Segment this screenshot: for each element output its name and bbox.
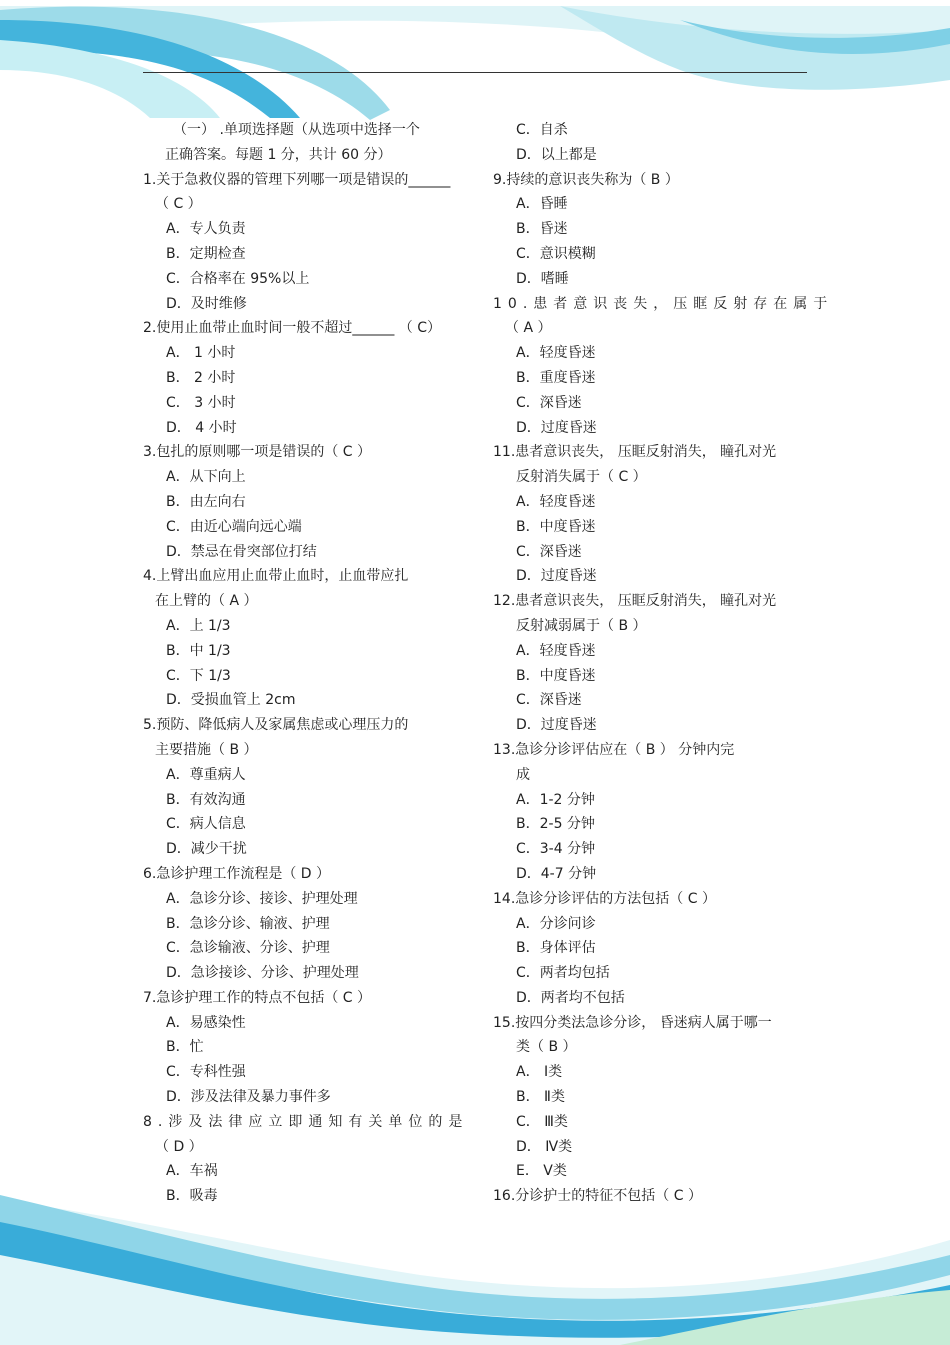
text-line: A． Ⅰ类	[516, 1064, 563, 1081]
text-line: B． Ⅱ类	[516, 1089, 565, 1106]
text-line: B．身体评估	[516, 940, 596, 957]
text-line: 正确答案。每题 1 分，共计 60 分）	[165, 146, 392, 163]
text-line: B．2-5 分钟	[516, 816, 595, 833]
text-line: C．急诊输液、分诊、护理	[166, 940, 330, 957]
text-line: 4.上臂出血应用止血带止血时，止血带应扎	[143, 568, 409, 585]
text-line: A．分诊问诊	[516, 915, 596, 932]
text-line: A．专人负责	[166, 221, 246, 238]
text-line: 12.患者意识丧失， 压眶反射消失， 瞳孔对光	[493, 593, 777, 610]
text-line: （ D ）	[155, 1138, 203, 1155]
text-line: A． 1 小时	[166, 345, 236, 362]
text-line: C．自杀	[516, 122, 568, 138]
text-line: 1.关于急救仪器的管理下列哪一项是错误的______	[143, 171, 451, 188]
text-line: C．下 1/3	[166, 667, 231, 684]
text-line: B．中度昏迷	[516, 667, 596, 684]
text-line: A．急诊分诊、接诊、护理处理	[166, 890, 358, 907]
text-line: E． Ⅴ类	[516, 1163, 567, 1180]
text-line: C．两者均包括	[516, 965, 610, 982]
text-line: C．合格率在 95%以上	[166, 270, 310, 287]
text-line: 9.持续的意识丧失称为（ B ）	[493, 171, 679, 188]
text-line: C．深昏迷	[516, 692, 582, 709]
text-line: D．涉及法律及暴力事件多	[166, 1089, 331, 1106]
text-line: 8.涉及法律应立即通知有关单位的是	[143, 1113, 469, 1130]
text-line: 2.使用止血带止血时间一般不超过______ （ C）	[143, 320, 442, 337]
text-line: D．4-7 分钟	[516, 865, 597, 882]
text-line: B．急诊分诊、输液、护理	[166, 915, 330, 932]
text-line: C．病人信息	[166, 816, 246, 833]
text-line: B． 2 小时	[166, 369, 236, 386]
text-line: （ A ）	[505, 320, 552, 337]
text-line: B．中 1/3	[166, 642, 231, 659]
text-line: 5.预防、降低病人及家属焦虑或心理压力的	[143, 717, 409, 734]
text-line: B．重度昏迷	[516, 369, 596, 386]
text-line: C．深昏迷	[516, 394, 582, 411]
text-line: C．3-4 分钟	[516, 841, 596, 858]
text-line: D．过度昏迷	[516, 419, 597, 436]
text-line: D．以上都是	[516, 146, 597, 163]
text-line: （ C ）	[155, 196, 202, 213]
text-line: 11.患者意识丧失， 压眶反射消失， 瞳孔对光	[493, 444, 777, 461]
text-line: D．过度昏迷	[516, 717, 597, 734]
text-line: C．专科性强	[166, 1064, 246, 1081]
text-line: A．轻度昏迷	[516, 345, 596, 362]
text-line: D．禁忌在骨突部位打结	[166, 543, 317, 560]
text-line: 在上臂的（ A ）	[155, 593, 258, 610]
text-line: B．由左向右	[166, 493, 246, 510]
text-line: A．上 1/3	[166, 617, 231, 634]
text-line: D． Ⅳ类	[516, 1138, 573, 1155]
text-line: 10.患者意识丧失，压眶反射存在属于	[493, 295, 834, 312]
text-line: D．受损血管上 2cm	[166, 692, 296, 709]
text-line: A．尊重病人	[166, 766, 246, 783]
text-line: B．定期检查	[166, 245, 246, 262]
text-line: B．忙	[166, 1039, 204, 1056]
text-line: A．轻度昏迷	[516, 642, 596, 659]
text-line: D．减少干扰	[166, 841, 247, 858]
text-line: A．易感染性	[166, 1014, 246, 1031]
text-line: 成	[516, 766, 530, 783]
text-line: D．急诊接诊、分诊、护理处理	[166, 965, 359, 982]
right-column	[493, 118, 834, 1209]
text-line: B．有效沟通	[166, 791, 246, 808]
text-line: A．从下向上	[166, 469, 246, 486]
text-line: 主要措施（ B ）	[155, 741, 258, 758]
text-line: （一） .单项选择题（从选项中选择一个	[173, 122, 420, 138]
text-line: C．意识模糊	[516, 245, 596, 262]
text-line: C．由近心端向远心端	[166, 518, 302, 535]
text-line: D．过度昏迷	[516, 568, 597, 585]
text-line: 6.急诊护理工作流程是（ D ）	[143, 865, 331, 882]
header-rule	[143, 72, 807, 73]
text-line: B．中度昏迷	[516, 518, 596, 535]
text-line: 7.急诊护理工作的特点不包括（ C ）	[143, 989, 372, 1006]
text-line: 15.按四分类法急诊分诊， 昏迷病人属于哪一	[493, 1014, 772, 1031]
text-line: D．及时维修	[166, 295, 247, 312]
text-line: 3.包扎的原则哪一项是错误的（ C ）	[143, 444, 372, 461]
text-line: C．深昏迷	[516, 543, 582, 560]
text-line: B．昏迷	[516, 221, 568, 238]
text-line: 反射消失属于（ C ）	[516, 469, 647, 486]
left-column	[143, 118, 469, 1209]
text-line: 14.急诊分诊评估的方法包括（ C ）	[493, 890, 716, 907]
text-line: 16.分诊护士的特征不包括（ C ）	[493, 1188, 702, 1205]
text-line: 反射减弱属于（ B ）	[516, 617, 647, 634]
text-line: A．轻度昏迷	[516, 493, 596, 510]
text-line: D．嗜睡	[516, 270, 569, 287]
text-line: 类（ B ）	[516, 1039, 577, 1056]
text-line: A．1-2 分钟	[516, 791, 595, 808]
text-line: C． Ⅲ类	[516, 1113, 568, 1130]
text-line: A．车祸	[166, 1163, 218, 1180]
text-line: D． 4 小时	[166, 419, 237, 436]
text-line: C． 3 小时	[166, 394, 236, 411]
text-line: A．昏睡	[516, 196, 568, 213]
text-line: D．两者均不包括	[516, 989, 625, 1006]
text-line: 13.急诊分诊评估应在（ B ） 分钟内完	[493, 741, 735, 758]
text-line: B．吸毒	[166, 1188, 218, 1205]
